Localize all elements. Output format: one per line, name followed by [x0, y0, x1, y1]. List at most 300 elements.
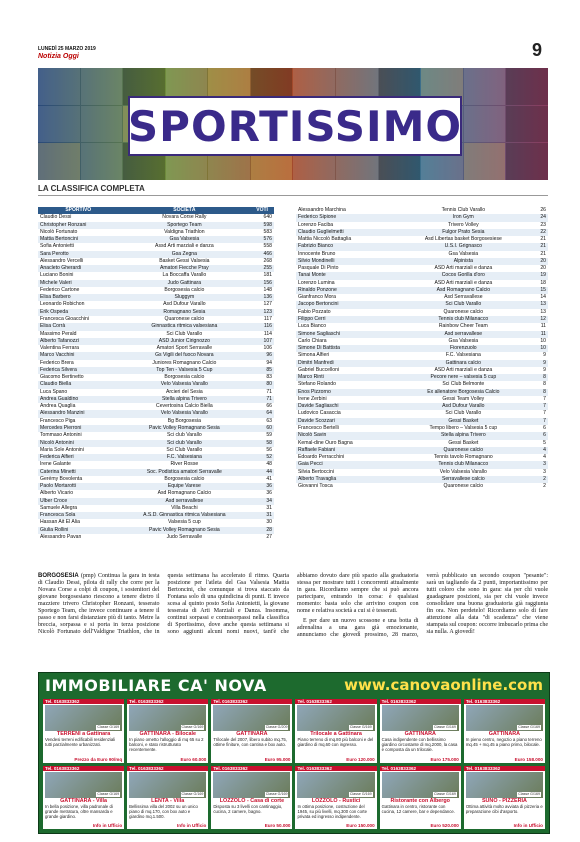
- listing-card[interactable]: [464, 699, 545, 763]
- club-name: Fulgor Prato Sesia: [395, 229, 532, 236]
- listing-phone: Tel. 0163833362: [43, 766, 124, 771]
- player-name: Jacopo Bertoncini: [296, 301, 395, 308]
- vote-count: 64: [250, 410, 274, 417]
- energy-class: Classe G/169: [181, 725, 204, 729]
- player-name: Erik Ospeda: [38, 309, 119, 316]
- listing-description: In pieno centro, negozio a piano terreno mq.45 + mq.45 a piano primo, bilocale.: [465, 737, 542, 747]
- ranking-table-right: [296, 207, 548, 490]
- vote-count: 80: [250, 381, 274, 388]
- vote-count: 255: [250, 265, 274, 272]
- listing-photo: [129, 772, 206, 798]
- vote-count: 148: [263, 286, 272, 293]
- player-name: Davide Sagliaschi: [296, 403, 395, 410]
- vote-count: 558: [263, 243, 272, 250]
- table-row: [38, 519, 274, 526]
- player-name: Rinaldo Ponzone: [296, 287, 395, 294]
- vote-count: 24: [532, 214, 548, 221]
- club-name: Judo Serravalle: [166, 533, 203, 540]
- player-name: Alessandro Pavan: [40, 533, 82, 540]
- player-name: Gianfranco Mora: [298, 294, 336, 301]
- listing-title: LOZZOLO - Rustici: [311, 797, 361, 804]
- vote-count: 640: [263, 214, 272, 221]
- club-name: Valsesia 5 cup: [167, 519, 201, 526]
- table-row: [38, 432, 274, 439]
- club-name: Romagnano Sesia: [119, 309, 251, 316]
- player-name: Paolo Mortarotti: [38, 483, 119, 490]
- vote-count: 268: [263, 257, 272, 264]
- club-name: Equipe Varese: [119, 483, 251, 490]
- table-row: [38, 316, 274, 323]
- table-row: [296, 432, 548, 439]
- listing-description: Ottima attività molto avviata di pizzeria e preparazione cibi d'asporto.: [465, 803, 543, 814]
- listing-title: LOZZOLO - Casa di corte: [219, 797, 285, 804]
- vote-count: 71: [250, 396, 274, 403]
- club-name: Gessi Basket: [448, 439, 479, 446]
- listing-card[interactable]: [464, 766, 545, 830]
- energy-class: Classe G/169: [349, 725, 372, 729]
- club-name: La Boccaffa Varallo: [162, 272, 207, 279]
- listing-card[interactable]: [211, 699, 292, 763]
- table-row: [38, 505, 274, 512]
- energy-class: Classe G/169: [434, 725, 456, 729]
- player-name: Federico Brera: [40, 359, 74, 366]
- listing-card[interactable]: [380, 699, 461, 763]
- player-name: Federico Cartone: [40, 286, 80, 293]
- vote-count: 12: [532, 316, 548, 323]
- vote-count: 8: [532, 389, 548, 396]
- club-name: ASD Arti marziali e danza: [434, 366, 493, 373]
- listing-card[interactable]: [43, 766, 124, 830]
- ranking-left-body: [38, 214, 274, 541]
- vote-count: 21: [540, 250, 546, 257]
- club-name: Sci club Varallo: [166, 432, 202, 439]
- table-row: [38, 258, 274, 265]
- table-row: [38, 360, 274, 367]
- table-row: [296, 316, 548, 323]
- listing-phone: Tel. 0163833362: [43, 699, 124, 704]
- player-name: Davide Scozzari: [296, 418, 395, 425]
- player-name: Alberto Travaglia: [296, 476, 395, 483]
- vote-count: 7: [532, 418, 548, 425]
- vote-count: 59: [266, 432, 272, 439]
- listing-card[interactable]: [127, 766, 208, 830]
- vote-count: 18: [540, 279, 546, 286]
- player-name: Sara Perotto: [38, 251, 119, 258]
- club-name: Gsa Valsesia: [448, 250, 479, 257]
- club-name: Assd Arti marziali e danza: [155, 243, 214, 250]
- player-name: Ulber Croce: [38, 498, 119, 505]
- vote-count: 181: [263, 272, 272, 279]
- vote-count: 15: [532, 287, 548, 294]
- listing-photo: [382, 772, 459, 798]
- player-name: Raffaele Fabiani: [296, 447, 395, 454]
- vote-count: 41: [266, 475, 272, 482]
- club-name: Asd Dufour Varallo: [395, 403, 532, 410]
- table-row: [38, 309, 274, 316]
- listing-price: Info in Ufficio: [92, 823, 123, 828]
- table-row: [38, 454, 274, 461]
- listing-phone: Tel. 0163833362: [380, 766, 461, 771]
- club-name: ASD Arti marziali e danza: [434, 265, 493, 272]
- player-name: Claudio Dessi: [40, 214, 72, 221]
- listing-card[interactable]: [380, 766, 461, 830]
- listing-phone: Tel. 0163833362: [464, 766, 545, 771]
- vote-count: 13: [532, 301, 548, 308]
- vote-count: 6: [532, 432, 548, 439]
- club-name: Gessi Team Volley: [442, 395, 485, 402]
- listing-price: Euro 50.000: [264, 823, 291, 828]
- listing-card[interactable]: [295, 699, 376, 763]
- vote-count: 2: [543, 483, 546, 490]
- player-name: Alberto Tafanozzi: [38, 338, 119, 345]
- vote-count: 598: [250, 222, 274, 229]
- energy-class: Classe G/169: [434, 791, 456, 796]
- page-header: [38, 40, 548, 66]
- club-name: Quaronese calcio: [395, 447, 532, 454]
- vote-count: 8: [543, 381, 546, 388]
- club-name: Ginnastica ritmica valsesiana: [119, 323, 251, 330]
- player-name: Alberto Vicario: [40, 490, 74, 497]
- club-name: Arcieri del Sesia: [165, 388, 203, 395]
- vote-count: 7: [543, 395, 546, 402]
- player-name: Michele Valeri: [38, 280, 119, 287]
- vote-count: 31: [266, 504, 272, 511]
- vote-count: 3: [543, 468, 546, 475]
- table-row: [296, 222, 548, 229]
- energy-class: Classe G/169: [349, 791, 372, 796]
- player-name: Simone Di Battista: [296, 345, 395, 352]
- vote-count: 2: [532, 476, 548, 483]
- player-name: Lorenzo Lumina: [298, 279, 335, 286]
- vote-count: 71: [266, 388, 272, 395]
- table-row: [38, 403, 274, 410]
- club-name: Stella alpina Trivero: [119, 396, 251, 403]
- vote-count: 106: [263, 345, 272, 352]
- club-name: Villa Beachi: [171, 504, 198, 511]
- listing-description: Piano terreno di mq.80 più balconi e del giardino di mq.60 con ingresso.: [297, 737, 374, 747]
- player-name: Marco Rinti: [296, 374, 395, 381]
- player-name: Francesco Piga: [40, 417, 76, 424]
- article-body: [38, 573, 548, 669]
- player-name: Hassan Ait El Alia: [40, 519, 80, 526]
- listing-description: In bella posizione, villa padronale di grande metratura, oltre mansarda e grande giardino.: [45, 803, 113, 819]
- vote-count: 20: [532, 258, 548, 265]
- energy-class: Classe G/209: [265, 725, 288, 729]
- listing-card[interactable]: [211, 766, 292, 830]
- club-name: Gattinara calcio: [395, 360, 532, 367]
- player-name: Alessandro Vercelli: [40, 257, 84, 264]
- club-name: Soc. Podistica amatori Serravalle: [119, 469, 251, 476]
- player-name: Edoardo Perracchini: [298, 454, 345, 461]
- vote-count: 56: [266, 446, 272, 453]
- club-name: Novara Corse Rally: [162, 214, 207, 221]
- player-name: Claudio Biella: [38, 381, 119, 388]
- player-name: Federica Alfieri: [38, 454, 119, 461]
- table-row: [296, 323, 548, 330]
- listing-description: Disposta su 3 livelli con cantinaggio, cucina, 2 camere, bagno.: [213, 803, 283, 814]
- vote-count: 85: [250, 367, 274, 374]
- club-name: Asd Libertas basket Borgosesiese: [424, 236, 502, 243]
- listing-phone: Tel. 0163833362: [127, 766, 208, 771]
- table-row: [296, 301, 548, 308]
- vote-count: 127: [263, 301, 272, 308]
- vote-count: 20: [540, 265, 546, 272]
- listing-phone: Tel. 0163833362: [211, 766, 292, 771]
- player-name: Luca Bianco: [298, 323, 327, 330]
- player-name: Nicolò Antonini: [38, 440, 119, 447]
- player-name: Leonardo Robichon: [40, 301, 85, 308]
- listing-description: In ottima posizione, costruzione del 1945, su più livelli, mq.300 con corte privata ed ingresso indipendente.: [297, 803, 367, 819]
- player-name: Francesca Gioacchini: [40, 315, 89, 322]
- player-name: Alessandro Manzini: [38, 410, 119, 417]
- player-name: Nicolò Fortunato: [40, 228, 78, 235]
- banner-title-box: [128, 96, 462, 156]
- table-row: [38, 287, 274, 294]
- club-name: Sci Club Varallo: [166, 330, 203, 337]
- club-name: Sci Club Belmonte: [442, 381, 485, 388]
- club-name: Pavic Volley Romagnano Sesia: [119, 527, 251, 534]
- listing-photo: [45, 705, 122, 731]
- player-name: Tommaso Antonini: [40, 432, 82, 439]
- vote-count: 136: [250, 294, 274, 301]
- vote-count: 21: [532, 243, 548, 250]
- table-row: [38, 243, 274, 250]
- energy-class: Classe G/169: [518, 725, 540, 729]
- club-name: Asd Dufour Varallo: [163, 301, 206, 308]
- table-row: [38, 229, 274, 236]
- club-name: Alpinista: [395, 258, 532, 265]
- player-name: Luca Spano: [40, 388, 68, 395]
- listing-title: Trilocale a Gattinara: [310, 731, 362, 737]
- club-name: Borgosesia calcio: [164, 475, 205, 482]
- club-name: F.C. Valsesiana: [119, 454, 251, 461]
- table-row: [38, 345, 274, 352]
- club-name: Fiorenzuolo: [395, 345, 532, 352]
- vote-count: 83: [266, 374, 272, 381]
- club-name: Sci Club Varallo: [395, 301, 532, 308]
- club-name: Sci club Varallo: [119, 440, 251, 447]
- listing-card[interactable]: [43, 699, 124, 763]
- player-name: Gabriel Buccelloni: [298, 366, 340, 373]
- player-name: Dimitri Manfredi: [296, 360, 395, 367]
- player-name: Federico Sipione: [296, 214, 395, 221]
- club-name: Gessi Basket: [395, 418, 532, 425]
- player-name: Silvia Bertoccini: [298, 468, 334, 475]
- table-row: [38, 236, 274, 243]
- club-name: Amatori Sport Serravalle: [156, 345, 213, 352]
- table-row: [38, 498, 274, 505]
- table-row: [38, 425, 274, 432]
- player-name: Elisa Barbero: [38, 294, 119, 301]
- table-row: [296, 207, 548, 214]
- table-row: [296, 389, 548, 396]
- player-name: Fabio Pozzato: [298, 308, 331, 315]
- player-name: Valentina Ferrara: [40, 345, 79, 352]
- listing-description: Vendesi terreni edificabili residenziali tutti parzialmente urbanizzati.: [45, 737, 116, 747]
- player-name: Fabrizio Bianco: [296, 243, 395, 250]
- table-row: [296, 309, 548, 316]
- club-name: Iron Gym: [395, 214, 532, 221]
- player-name: Silvio Mondinelli: [296, 258, 395, 265]
- table-row: [296, 396, 548, 403]
- listing-photo: [213, 705, 290, 731]
- club-name: Judo Gattinara: [119, 280, 251, 287]
- player-name: Pasquale Di Pinto: [298, 265, 339, 272]
- col-player: SPORTIVO: [38, 207, 119, 214]
- listing-phone: Tel. 0163833362: [295, 766, 376, 771]
- club-name: Sci Club Varallo: [445, 410, 482, 417]
- player-name: Gerémy Bovolenta: [40, 475, 83, 482]
- table-row: [296, 331, 548, 338]
- club-name: Gsa Zegna: [119, 251, 251, 258]
- table-row: [296, 265, 548, 272]
- player-name: Elisa Corrà: [38, 323, 119, 330]
- table-row: [38, 410, 274, 417]
- table-row: [38, 534, 274, 541]
- banner-title: SPORTISSIMO: [127, 101, 463, 151]
- club-name: Amatori Fiecche Pray: [119, 265, 251, 272]
- table-row: [38, 490, 274, 497]
- ad-listings-grid: [43, 699, 545, 829]
- club-name: A.S.D. Ginnastica ritmica Valsesiana: [119, 512, 251, 519]
- player-name: Maria Sole Antonini: [40, 446, 84, 453]
- section-title: LA CLASSIFICA COMPLETA: [38, 184, 145, 193]
- club-name: Tennis club Milanacco: [395, 461, 532, 468]
- listing-title: LENTA - Villa: [151, 797, 185, 804]
- listing-description: In piano ometto l'alloggio di mq 65 su 2 balconi, e stato ristrutturato recentemente.: [129, 737, 204, 752]
- ranking-table-left: [38, 207, 274, 541]
- energy-class: Classe G/169: [181, 791, 204, 796]
- energy-class: Classe G/169: [97, 725, 120, 729]
- vote-count: 7: [543, 410, 546, 417]
- club-name: Borgosesia calcio: [164, 374, 205, 381]
- club-name: ASD Arti marziali e danza: [434, 279, 493, 286]
- listing-price: Euro 175.000: [430, 756, 459, 762]
- table-row: [296, 447, 548, 454]
- vote-count: 19: [532, 272, 548, 279]
- listing-price: Euro 95.000: [264, 756, 291, 762]
- ad-website-link[interactable]: www.canovaonline.com: [344, 676, 543, 694]
- table-row: [38, 214, 274, 221]
- table-row: [296, 294, 548, 301]
- club-name: Pecore nere – valsesia 5 cup: [395, 374, 532, 381]
- vote-count: 26: [540, 207, 546, 213]
- player-name: Simone Sagliaschi: [296, 331, 395, 338]
- energy-class: Classe G/169: [265, 791, 288, 796]
- club-name: Tennis Club Varallo: [441, 207, 486, 213]
- table-row: [296, 403, 548, 410]
- player-name: Enos Pizzorno: [296, 389, 395, 396]
- player-name: Alessandro Marchina: [298, 207, 346, 213]
- publication-name: Notizia Oggi: [38, 53, 79, 60]
- table-row: [38, 512, 274, 519]
- club-name: Gs Vigili del fuoco Novara: [119, 352, 251, 359]
- vote-count: 11: [540, 323, 546, 330]
- table-row: [296, 381, 548, 388]
- club-name: Rainbow Cheer Team: [438, 323, 488, 330]
- player-name: Gaia Pecci: [296, 461, 395, 468]
- table-row: [296, 476, 548, 483]
- club-name: Serravallese calcio: [395, 476, 532, 483]
- vote-count: 21: [540, 236, 546, 243]
- club-name: Gsa Valsesia: [448, 337, 479, 344]
- club-name: Valdigna Triathlon: [164, 228, 205, 235]
- vote-count: 116: [250, 323, 274, 330]
- table-row: [296, 367, 548, 374]
- player-name: Mattia Niccolò Battaglia: [298, 236, 352, 243]
- club-name: Sci Club Varallo: [166, 446, 203, 453]
- listing-phone: Tel. 0163833362: [127, 699, 208, 704]
- vote-count: 48: [266, 461, 272, 468]
- table-row: [296, 345, 548, 352]
- table-row: [296, 272, 548, 279]
- club-name: Asd Serravallese: [444, 294, 483, 301]
- listing-price: Info in Ufficio: [176, 823, 207, 828]
- club-name: Asd Romagnano Calcio: [395, 287, 532, 294]
- player-name: Giacomo Bertinetto: [40, 374, 84, 381]
- article-paragraph-2: E per dare un nuovo scossone e una botta di adrenalina a una gara già emozionante, annunciamo che giovedì prossimo, 28 marzo, verrà pubblicato un secondo coupon "pesante": sarà un tagliando da 2 punti, importantissimo per tutti coloro che sono in gara: sia per chi vuole guadagnare posizioni, sia per chi vuole invece consolidare una buona graduatoria già raggiunta fin ora. Non perdetelo! Ricordiamo solo di fare attenzione alla data "di scadenza" che viene stampata sul coupon: occorre imbucarlo prima che sia nulla. A giovedì!: [297, 573, 548, 638]
- listing-price: Euro 60.000: [180, 756, 207, 762]
- club-name: Velo Valsesia Varallo: [439, 468, 487, 475]
- table-row: [38, 367, 274, 374]
- table-row: [38, 272, 274, 279]
- vote-count: 96: [250, 352, 274, 359]
- listing-photo: [297, 772, 374, 798]
- table-row: [296, 469, 548, 476]
- listing-title: GATTINARA - Villa: [60, 797, 108, 804]
- player-name: Massimo Perald: [40, 330, 77, 337]
- table-row: [296, 258, 548, 265]
- table-row: [38, 476, 274, 483]
- player-name: Filippo Cerri: [296, 316, 395, 323]
- player-name: Federica Silvera: [38, 367, 119, 374]
- listing-price: Euro 520.000: [430, 823, 459, 828]
- player-name: Stefano Rolando: [298, 381, 336, 388]
- player-name: Mercedes Pierroni: [38, 425, 119, 432]
- listing-card[interactable]: [127, 699, 208, 763]
- vote-count: 576: [250, 236, 274, 243]
- table-row: [296, 280, 548, 287]
- table-row: [38, 469, 274, 476]
- club-name: Quaronese calcio: [443, 308, 484, 315]
- player-name: Irene Zerbini: [298, 395, 327, 402]
- club-name: Basket Gessi Valsesia: [159, 257, 210, 264]
- player-name: Carlo Chiara: [298, 337, 327, 344]
- club-name: F.C. Valsesiana: [445, 352, 481, 359]
- player-name: Andrea Gualdino: [38, 396, 119, 403]
- table-row: [296, 243, 548, 250]
- listing-title: GATTINARA: [236, 731, 268, 737]
- club-name: Asd Romagnano Calcio: [157, 490, 212, 497]
- vote-count: 9: [543, 352, 546, 359]
- table-row: [38, 251, 274, 258]
- vote-count: 36: [250, 483, 274, 490]
- club-name: Stella alpina Trivero: [395, 432, 532, 439]
- table-row: [38, 396, 274, 403]
- listing-title: GATTINARA: [488, 731, 521, 737]
- listing-card[interactable]: [295, 766, 376, 830]
- player-name: Francesco Bertelli: [298, 424, 339, 431]
- vote-count: 58: [250, 440, 274, 447]
- article-dateline: BORGOSESIA: [38, 573, 79, 579]
- player-name: Luciano Bonini: [40, 272, 74, 279]
- player-name: Sofia Antonietti: [40, 243, 74, 250]
- table-row: [38, 374, 274, 381]
- table-row: [38, 294, 274, 301]
- player-name: Francesca Sola: [38, 512, 119, 519]
- table-row: [38, 381, 274, 388]
- listing-price: Info in Ufficio: [513, 823, 543, 828]
